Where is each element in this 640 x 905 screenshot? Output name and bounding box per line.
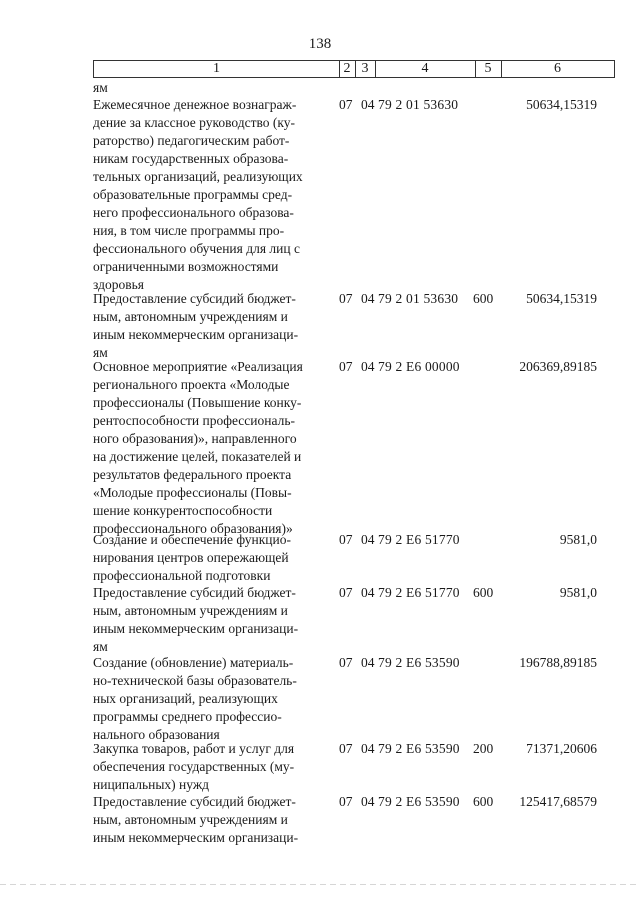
row-section: 07	[339, 291, 353, 306]
header-col-2: 2	[343, 61, 351, 76]
header-col-4: 4	[421, 61, 429, 76]
row-description: Предоставление субсидий бюджет- ным, автономным учреждениям и иным некоммерческим организаци-	[93, 794, 299, 845]
row-amount: 50634,15319	[526, 291, 597, 306]
row-target-code: 79 2 E6 53590	[378, 794, 460, 809]
row-target-code: 79 2 E6 00000	[378, 359, 460, 374]
table-header	[93, 60, 615, 78]
row-description: Создание (обновление) материаль- но-технической базы образователь- ных организаций, реализующих программы среднего профессио- нального образования	[93, 655, 297, 742]
header-col-5: 5	[484, 61, 492, 76]
row-expense-type: 200	[473, 741, 494, 756]
scan-artifact-line	[0, 884, 640, 885]
row-section: 07	[339, 655, 353, 670]
page-number: 138	[308, 36, 332, 52]
row-subsection: 04	[361, 794, 375, 809]
row-amount: 71371,20606	[526, 741, 597, 756]
row-section: 07	[339, 794, 353, 809]
row-amount: 50634,15319	[526, 97, 597, 112]
header-col-6: 6	[554, 61, 561, 76]
row-amount: 196788,89185	[519, 655, 597, 670]
row-subsection: 04	[361, 532, 375, 547]
row-expense-type: 600	[473, 291, 494, 306]
header-col-3: 3	[361, 61, 369, 76]
row-amount: 9581,0	[559, 532, 597, 547]
row-section: 07	[339, 585, 353, 600]
row-target-code: 79 2 01 53630	[378, 291, 459, 306]
header-col-1: 1	[213, 61, 220, 76]
continued-text: ям	[93, 80, 108, 95]
row-subsection: 04	[361, 97, 375, 112]
row-subsection: 04	[361, 585, 375, 600]
row-description: Ежемесячное денежное вознаграж- дение за классное руководство (ку- раторство) педагогическим работ- никам государственных образова- тельных организаций, реализующих образовательные программы сред- него профессионального образова- ния, в том числе программы про- фессионального обучения для лиц с ограниченными возможностями здоровья	[93, 97, 303, 292]
row-subsection: 04	[361, 655, 375, 670]
row-target-code: 79 2 E6 53590	[378, 741, 460, 756]
row-subsection: 04	[361, 291, 375, 306]
row-section: 07	[339, 97, 353, 112]
row-description: Закупка товаров, работ и услуг для обеспечения государственных (му- ниципальных) нужд	[93, 741, 295, 792]
row-amount: 9581,0	[559, 585, 597, 600]
row-description: Предоставление субсидий бюджет- ным, автономным учреждениям и иным некоммерческим организаци- ям	[93, 291, 299, 360]
row-subsection: 04	[361, 359, 375, 374]
row-target-code: 79 2 E6 51770	[378, 532, 460, 547]
row-description: Основное мероприятие «Реализация регионального проекта «Молодые профессионалы (Повышение конку- рентоспособности профессиональ- ного образования)», направленного на достижение целей, показателей и результатов федерального проекта «Молодые профессионалы (Повы- шение конкурентоспособности профессионального образования)»	[93, 359, 303, 536]
row-expense-type: 600	[473, 585, 494, 600]
row-description: Предоставление субсидий бюджет- ным, автономным учреждениям и иным некоммерческим организаци- ям	[93, 585, 299, 654]
row-expense-type: 600	[473, 794, 494, 809]
row-target-code: 79 2 E6 53590	[378, 655, 460, 670]
row-description: Создание и обеспечение функцио- нирования центров опережающей профессиональной подготовки	[93, 532, 291, 583]
row-subsection: 04	[361, 741, 375, 756]
row-target-code: 79 2 E6 51770	[378, 585, 460, 600]
row-amount: 206369,89185	[519, 359, 597, 374]
row-section: 07	[339, 741, 353, 756]
row-target-code: 79 2 01 53630	[378, 97, 459, 112]
row-section: 07	[339, 359, 353, 374]
row-section: 07	[339, 532, 353, 547]
row-amount: 125417,68579	[519, 794, 597, 809]
